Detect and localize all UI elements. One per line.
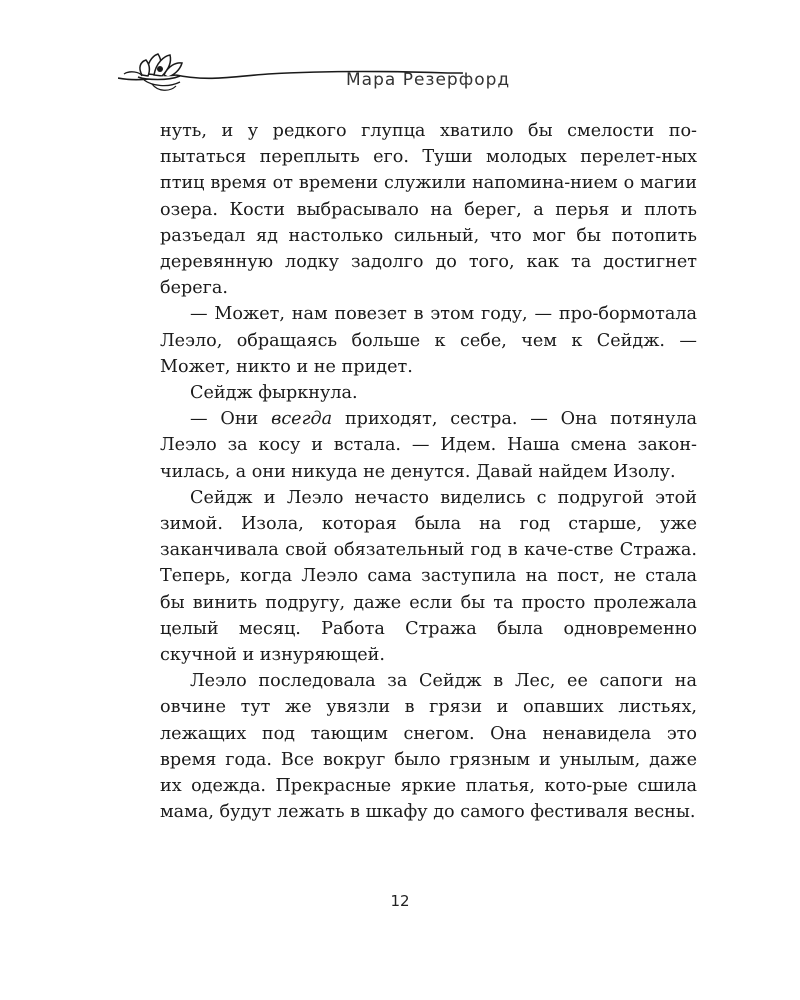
paragraph-text: нуть, и у редкого глупца хватило бы смелости по-пытаться переплыть его. Туши молодых перелет-ных птиц время от времени служили напомина-нием о магии озера. Кости выбрасывало на берег, а перья и плоть разъедал яд настолько сильный, что мог бы потопить деревянную лодку задолго до того, как та достигнет берега. [160,121,697,299]
paragraph-text: приходят, сестра. — Она потянула Леэло за косу и встала. — Идем. Наша смена закон-чилась, а они никуда не денутся. Давай найдем Изолу. [160,409,697,482]
paragraph [160,301,697,380]
paragraph-text: Леэло последовала за Сейдж в Лес, ее сапоги на овчине тут же увязли в грязи и опавших листьях, лежащих под тающим снегом. Она ненавидела это время года. Все вокруг было грязным и унылым, даже их одежда. Прекрасные яркие платья, кото-рые сшила мама, будут лежать в шкафу до самого фестиваля весны. [160,671,697,823]
paragraph [160,118,697,301]
paragraph [160,406,697,485]
italic-text: всегда [271,409,333,430]
page-number: 12 [390,892,410,910]
paragraph [160,668,697,825]
running-header [118,48,678,108]
main-text [160,118,697,825]
paragraph-text: — Они [190,409,272,430]
paragraph-text: Сейдж фыркнула. [190,383,358,404]
paragraph [160,485,697,668]
author-name: Мара Резерфорд [346,70,511,90]
paragraph [160,380,697,406]
paragraph-text: — Может, нам повезет в этом году, — про-бормотала Леэло, обращаясь больше к себе, чем к Сейдж. — Может, никто и не придет. [160,304,697,377]
paragraph-text: Сейдж и Леэло нечасто виделись с подругой этой зимой. Изола, которая была на год старше, уже заканчивала свой обязательный год в каче-стве Стража. Теперь, когда Леэло сама заступила на пост, не стала бы винить подругу, даже если бы та просто пролежала целый месяц. Работа Стража была одновременно скучной и изнуряющей. [160,487,697,666]
